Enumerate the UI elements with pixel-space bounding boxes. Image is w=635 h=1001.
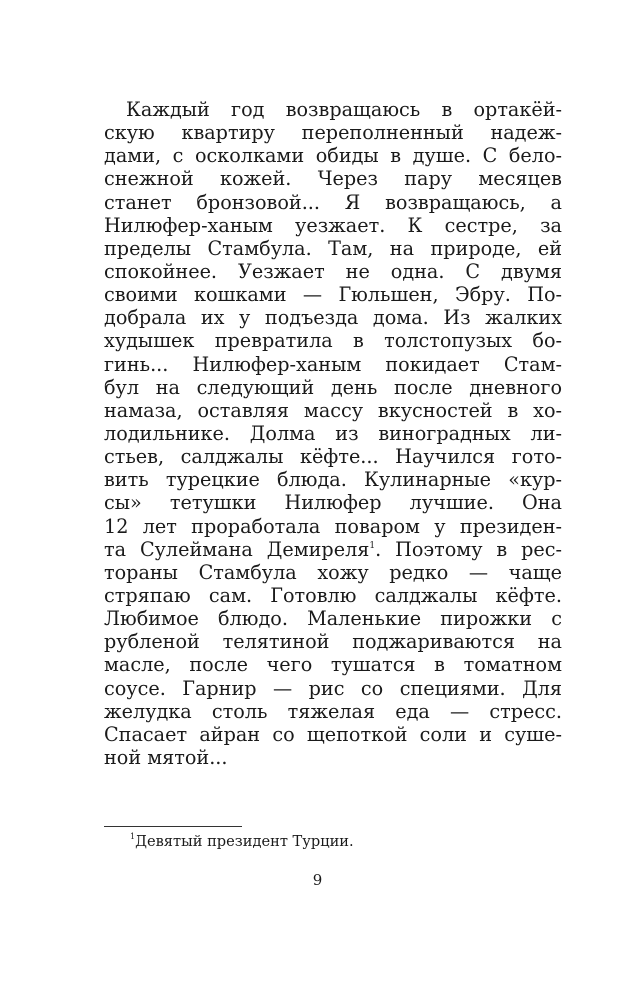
text-line: Каждый год возвращаюсь в ортакёй- [126,98,562,121]
text-line: вить турецкие блюда. Кулинарные «кур- [104,468,562,492]
text-line: Любимое блюдо. Маленькие пирожки с [104,607,562,631]
footnote-divider [104,826,242,827]
body-text [104,98,562,769]
text-line: стряпаю сам. Готовлю салджалы кёфте. [104,583,562,607]
text-fragment: . Поэтому в рес- [375,537,562,561]
page-number: 9 [312,871,323,889]
text-line: стьев, салджалы кёфте... Научился гото- [104,445,562,469]
text-line: Нилюфер-ханым уезжает. К сестре, за [104,213,562,237]
text-line: Спасает айран со щепоткой соли и суше- [104,722,562,746]
text-line-with-footnote [104,538,562,561]
text-line: худышек превратила в толстопузых бо- [104,329,562,353]
footnote-text: Девятый президент Турции. [135,833,354,850]
text-line: лодильнике. Долма из виноградных ли- [104,421,562,445]
text-line: ной мятой... [104,745,228,769]
text-line: соусе. Гарнир — рис со специями. Для [104,676,562,700]
text-line: своими кошками — Гюльшен, Эбру. По- [104,283,562,307]
footnote-marker: 1 [130,832,136,841]
text-line: намаза, оставляя массу вкусностей в хо- [104,398,562,422]
text-fragment: та Сулеймана Демиреля [104,537,370,561]
text-line: 12 лет проработала поваром у президен- [104,514,562,538]
text-line: скую квартиру переполненный надеж- [104,121,562,145]
text-line: гинь... Нилюфер-ханым покидает Стам- [104,352,562,376]
footnote-reference: 1 [369,540,376,551]
footnote [130,832,560,852]
text-line: бул на следующий день после дневного [104,375,562,399]
text-line: дами, с осколками обиды в душе. С бело- [104,144,562,168]
text-line: станет бронзовой... Я возвращаюсь, а [104,190,562,214]
text-line: рубленой телятиной поджариваются на [104,630,562,654]
text-line: тораны Стамбула хожу редко — чаще [104,560,562,584]
text-line: желудка столь тяжелая еда — стресс. [104,699,562,723]
text-line: сы» тетушки Нилюфер лучшие. Она [104,491,562,515]
text-line: масле, после чего тушатся в томатном [104,653,562,677]
text-line: пределы Стамбула. Там, на природе, ей [104,236,562,260]
text-line: добрала их у подъезда дома. Из жалких [104,306,562,330]
text-line: снежной кожей. Через пару месяцев [104,167,562,191]
text-line: спокойнее. Уезжает не одна. С двумя [104,259,562,283]
